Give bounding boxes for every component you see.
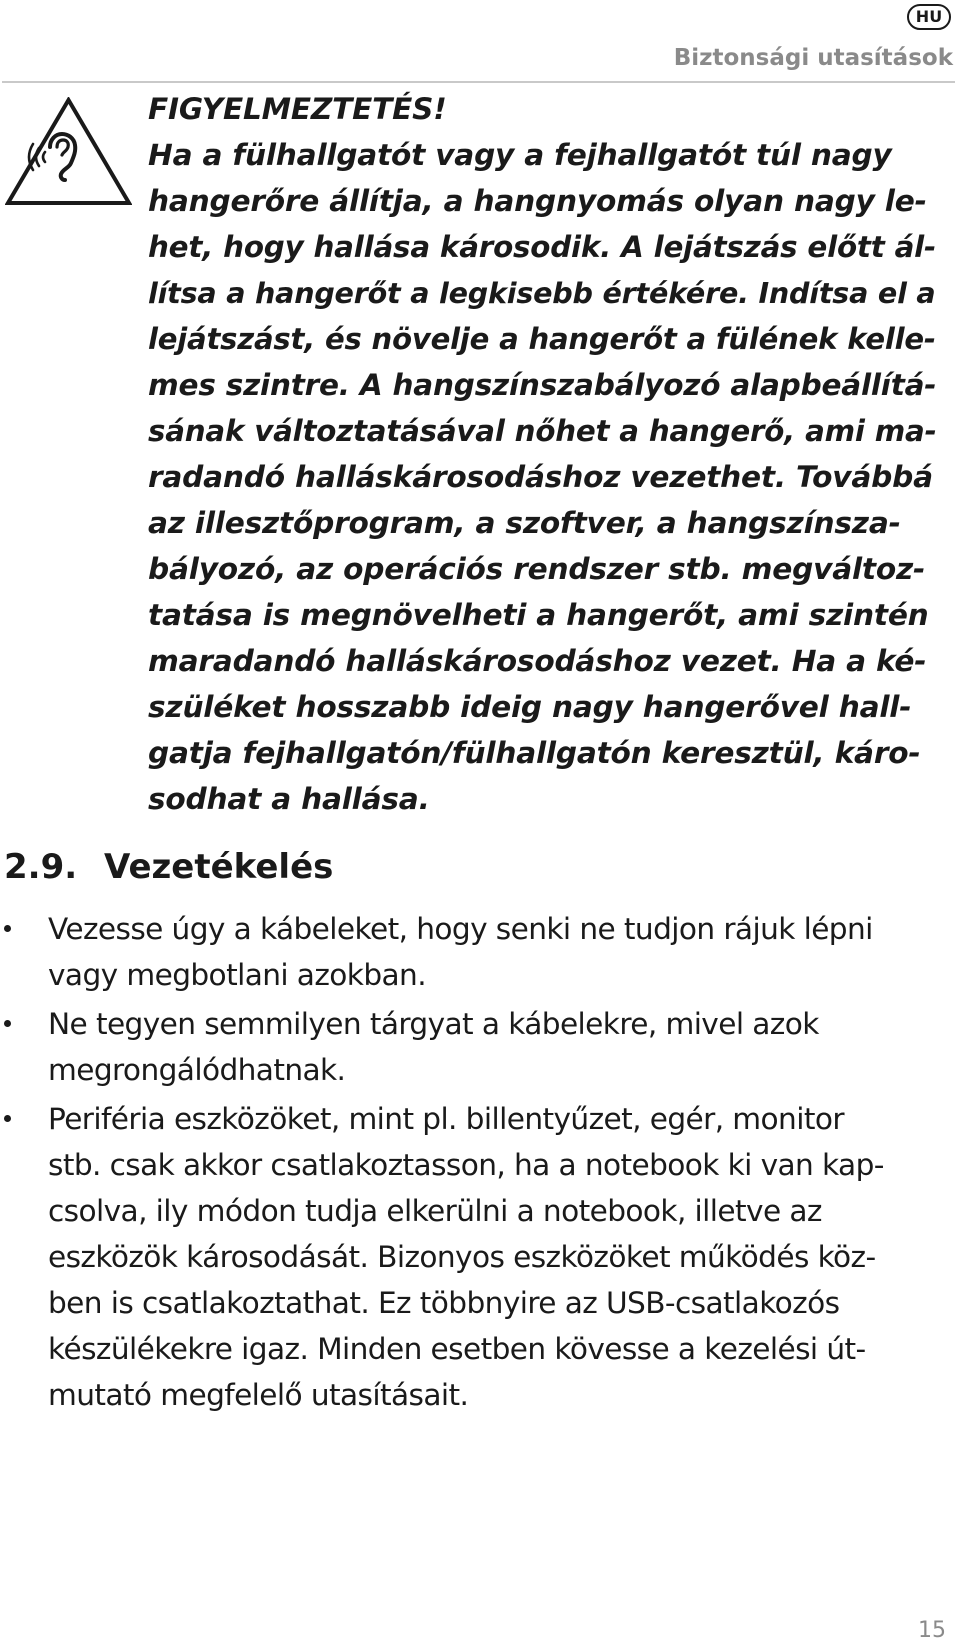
bullet-line: Ne tegyen semmilyen tárgyat a kábelekre, mivel azok [48,1007,819,1041]
bullet-item [0,1096,960,1418]
warning-line: hangerőre állítja, a hangnyomás olyan nagy le- [148,184,927,218]
bullet-line: Periféria eszközöket, mint pl. billentyűzet, egér, monitor [48,1102,844,1136]
bullet-line: készülékekre igaz. Minden esetben kövesse a kezelési út- [48,1332,866,1366]
section-title: Vezetékelés [104,847,334,887]
bullet-item [0,1001,960,1093]
hearing-warning-text [148,86,936,822]
bullet-item [0,906,960,998]
warning-line: maradandó halláskárosodáshoz vezet. Ha a ké- [148,644,927,678]
bullet-line: megrongálódhatnak. [48,1053,346,1087]
bullet-line: mutató megfelelő utasításait. [48,1378,469,1412]
warning-line: sodhat a hallása. [148,782,430,816]
warning-line: lítsa a hangerőt a legkisebb értékére. Indítsa el a [148,276,936,310]
warning-line: az illesztőprogram, a szoftver, a hangszínsza- [148,506,901,540]
hearing-warning-icon [5,97,132,207]
warning-heading: FIGYELMEZTETÉS! [148,92,447,126]
warning-line: bályozó, az operációs rendszer stb. megváltoz- [148,552,926,586]
header-divider [2,81,955,83]
bullet-line: eszközök károsodását. Bizonyos eszközöket működés köz- [48,1240,876,1274]
bullet-dot [4,925,11,932]
header-section-title: Biztonsági utasítások [673,45,953,71]
warning-line: Ha a fülhallgatót vagy a fejhallgatót túl nagy [148,138,892,172]
bullet-line: csolva, ily módon tudja elkerülni a notebook, illetve az [48,1194,822,1228]
bullet-line: vagy megbotlani azokban. [48,958,427,992]
language-badge: HU [907,4,951,30]
section-number: 2.9. [4,847,78,887]
section-heading [4,845,333,889]
warning-line: gatja fejhallgatón/fülhallgatón keresztül, káro- [148,736,921,770]
warning-line: radandó halláskárosodáshoz vezethet. Továbbá [148,460,933,494]
page-number: 15 [918,1618,946,1643]
bullet-line: Vezesse úgy a kábeleket, hogy senki ne tudjon rájuk lépni [48,912,873,946]
warning-line: mes szintre. A hangszínszabályozó alapbeállítá- [148,368,937,402]
bullet-list [0,906,960,1421]
warning-line: tatása is megnövelheti a hangerőt, ami szintén [148,598,929,632]
warning-line: szüléket hosszabb ideig nagy hangerővel hall- [148,690,912,724]
bullet-line: ben is csatlakoztathat. Ez többnyire az USB-csatlakozós [48,1286,840,1320]
warning-line: lejátszást, és növelje a hangerőt a fülének kelle- [148,322,936,356]
bullet-dot [4,1020,11,1027]
warning-line: sának változtatásával nőhet a hangerő, ami ma- [148,414,937,448]
warning-line: het, hogy hallása károsodik. A lejátszás előtt ál- [148,230,936,264]
bullet-dot [4,1115,11,1122]
bullet-line: stb. csak akkor csatlakoztasson, ha a notebook ki van kap- [48,1148,884,1182]
